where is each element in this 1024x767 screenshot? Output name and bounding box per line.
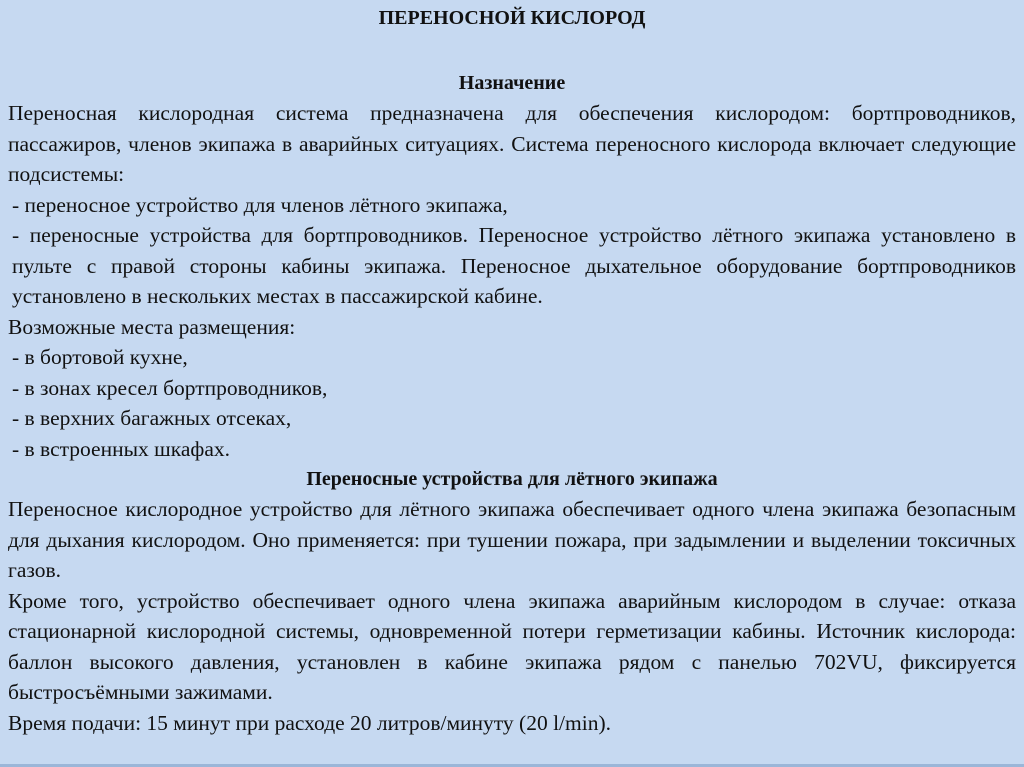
subsystem-item: - переносные устройства для бортпроводников. Переносное устройство лётного экипажа установлено в пульте с правой стороны кабины экипажа. Переносное дыхательное оборудование бортпроводников установлено в нескольких местах в пассажирской кабине. <box>12 223 1016 308</box>
page-title: ПЕРЕНОСНОЙ КИСЛОРОД <box>378 7 646 29</box>
location-item: - в бортовой кухне, <box>12 345 188 369</box>
crew-device-paragraph-3: Время подачи: 15 минут при расходе 20 литров/минуту (20 l/min). <box>8 710 612 735</box>
purpose-intro-paragraph: Переносная кислородная система предназначена для обеспечения кислородом: бортпроводников, пассажиров, членов экипажа в аварийных ситуациях. Система переносного кислорода включает следующие подсистемы: <box>8 101 1016 186</box>
title-spacer <box>8 30 1016 68</box>
section-heading-purpose: Назначение <box>458 72 566 94</box>
location-item: - в зонах кресел бортпроводников, <box>12 375 328 400</box>
section-heading-crew-devices: Переносные устройства для лётного экипажа <box>306 468 718 490</box>
crew-device-paragraph-1: Переносное кислородное устройство для лётного экипажа обеспечивает одного члена экипажа безопасным для дыхания кислородом. Оно применяется: при тушении пожара, при задымлении и выделении токсичных газов. <box>8 497 1016 582</box>
location-item: - в встроенных шкафах. <box>12 436 230 461</box>
subsystem-item: - переносное устройство для членов лётного экипажа, <box>12 192 508 217</box>
locations-label: Возможные места размещения: <box>8 314 296 339</box>
crew-device-paragraph-2: Кроме того, устройство обеспечивает одного члена экипажа аварийным кислородом в случае: отказа стационарной кислородной системы, одновременной потери герметизации кабины. Источник кислорода: баллон высокого давления, установлен в кабине экипажа рядом с панелью 702VU, фиксируется быстросъёмными зажимами. <box>8 588 1016 704</box>
location-item: - в верхних багажных отсеках, <box>12 406 292 430</box>
